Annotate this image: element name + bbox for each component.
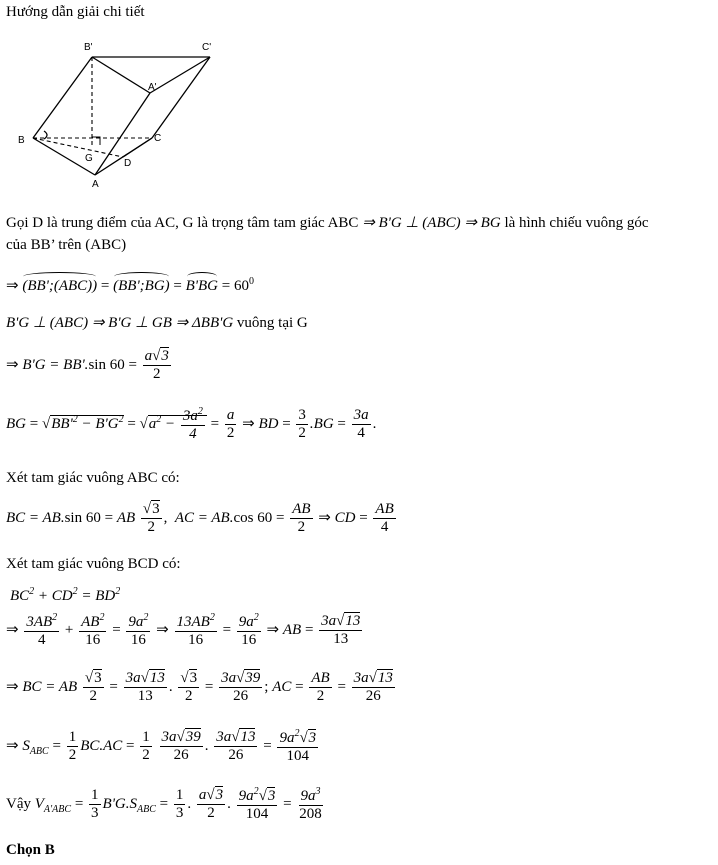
formula-area: ⇒ $S_{ABC}$ = $\frac{1}{2}$ BC.AC = $\frac{1}{2}$ $\frac{3a√39}{26}$ . $\frac{3a√13}{26}$ = $\frac{9a^2√3}{104}$	[6, 728, 317, 765]
formula-bc-ac-values: ⇒ BC = AB $\frac{√3}{2}$ = $\frac{3a√13}{13}$ . $\frac{√3}{2}$ = $\frac{3a√39}{26}$ ; AC = $\frac{AB}{2}$ = $\frac{3a√13}{26}$	[6, 670, 393, 705]
label-c-prime: C'	[202, 42, 212, 53]
answer-choice: Chọn B	[6, 842, 55, 858]
solution-title: Hướng dẫn giải chi tiết	[6, 4, 145, 20]
intro-line-1: Gọi D là trung điểm của AC, G là trọng tâm tam giác ABC ⇒ B'G ⊥ (ABC) ⇒ BG là hình chiếu vuông góc	[6, 215, 649, 231]
intro-line-2: của BB’ trên (ABC)	[6, 237, 127, 253]
formula-perpendicular: B'G ⊥ (ABC) ⇒ B'G ⊥ GB ⇒ ΔBB'G vuông tại G	[6, 315, 308, 331]
intro-text-2: là hình chiếu vuông góc	[504, 215, 649, 231]
formula-bprime-g: ⇒ B'G = BB'.sin 60 = $\frac{a√3}{2}$	[6, 348, 169, 383]
formula-pythagoras: $BC^2 + CD^2 = BD^2$	[10, 586, 121, 604]
prism-diagram	[0, 35, 250, 195]
formula-angle: ⇒ (BB';(ABC)) = (BB';BG) = $B'BG = 60^0$	[6, 272, 254, 295]
label-c: C	[154, 133, 162, 144]
formula-bc-ac: BC = AB.sin 60 = AB $\frac{√3}{2}$ , AC = AB.cos 60 = $\frac{AB}{2}$ ⇒ CD = $\frac{AB}{4}$	[6, 501, 394, 536]
label-b-prime: B'	[84, 42, 93, 53]
heading-abc: Xét tam giác vuông ABC có:	[6, 470, 180, 486]
label-g: G	[85, 153, 93, 164]
heading-bcd: Xét tam giác vuông BCD có:	[6, 556, 181, 572]
label-b: B	[18, 135, 25, 146]
vuong-tai-g-text: vuông tại G	[236, 315, 308, 331]
label-d: D	[124, 158, 132, 169]
vay-text: Vậy	[6, 796, 31, 813]
formula-bg: BG = $√BB'^2 - B'G^2 = √a^2$ − $\frac{3a^2}{4}$ = $\frac{a}{2}$ ⇒ BD = $\frac{3}{2}$ .BG = $\frac{3a}{4}$ .	[6, 406, 377, 443]
formula-volume: Vậy $V_{A'ABC}$ = $\frac{1}{3}$ $B'G.S_{ABC}$ = $\frac{1}{3}$ . $\frac{a√3}{2}$ . $\frac{9a^2√3}{104}$ = $\frac{9a^3}{208}$	[6, 786, 322, 823]
label-a-prime: A'	[148, 82, 157, 93]
intro-text-1: Gọi D là trung điểm của AC, G là trọng tâm tam giác ABC	[6, 215, 359, 231]
label-a: A	[92, 179, 99, 190]
formula-ab: ⇒ $\frac{3AB^2}{4}$ + $\frac{AB^2}{16}$ = $\frac{9a^2}{16}$ ⇒ $\frac{13AB^2}{16}$ = $\frac{9a^2}{16}$ ⇒ AB = $\frac{3a√13}{13}$	[6, 612, 361, 649]
